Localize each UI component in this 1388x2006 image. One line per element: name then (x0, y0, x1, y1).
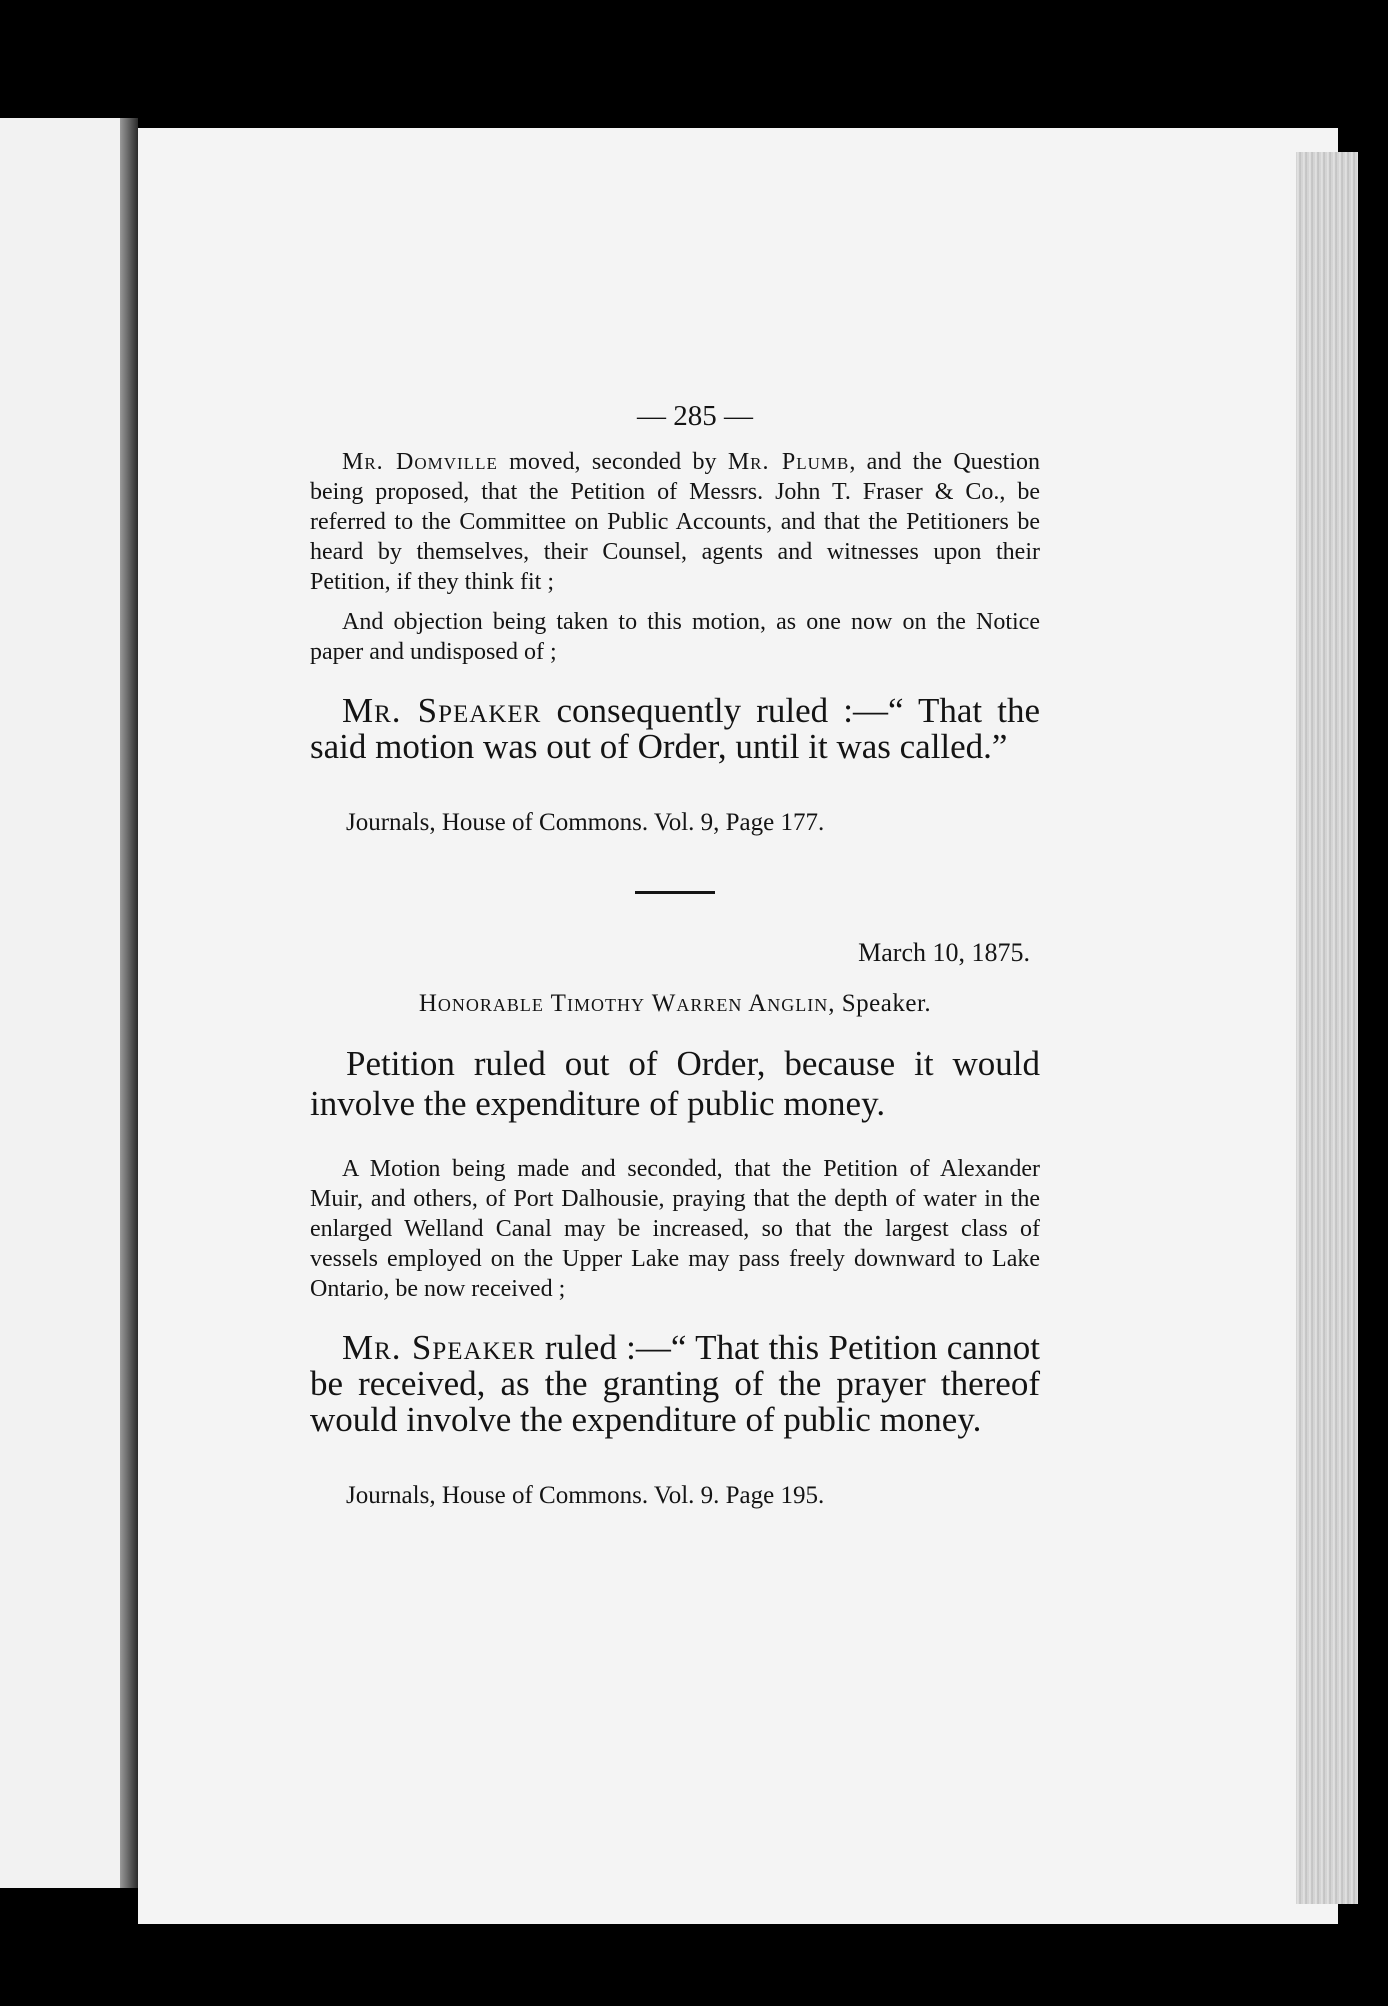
ruling-date: March 10, 1875. (858, 938, 1030, 967)
objection-paragraph: And objection being taken to this motion, as one now on the Notice paper and undisposed of ; (310, 609, 1040, 665)
speaker-ruling (310, 1330, 1040, 1438)
page-number: — 285 — (637, 400, 753, 432)
motion-text: moved, seconded by (497, 449, 728, 475)
speaker-ruling (310, 693, 1040, 765)
motion-paragraph: A Motion being made and seconded, that the Petition of Alexander Muir, and others, of Port Dalhousie, praying that the depth of water in the enlarged Welland Canal may be increased, so that the largest class of vessels employed on the Upper Lake may pass freely downward to Lake Ontario, be now received ; (310, 1156, 1040, 1302)
section-divider (635, 891, 715, 894)
journal-citation: Journals, House of Commons. Vol. 9, Page 177. (346, 809, 825, 836)
page-content (310, 400, 1040, 1510)
motion-text: , and the Question being proposed, that the Petition of Messrs. John T. Fraser & Co., be referred to the Committee on Public Accounts, and that the Petitioners be heard by themselves, their Counsel, agents and witnesses upon their Petition, if they think fit ; (310, 449, 1040, 595)
speaker-name: Honorable Timothy Warren Anglin (418, 990, 829, 1017)
ruling-heading: Petition ruled out of Order, because it would involve the expenditure of public money. (310, 1044, 1040, 1123)
page-edge-stack (1296, 152, 1358, 1904)
member-name: Mr. Domville (342, 449, 498, 475)
journal-citation: Journals, House of Commons. Vol. 9. Page 195. (346, 1482, 825, 1509)
motion-paragraph (310, 447, 1040, 597)
speaker-label: Mr. Speaker (342, 1328, 536, 1367)
left-page-margin (0, 118, 128, 1888)
binding-gutter (120, 118, 138, 1888)
speaker-label: Mr. Speaker (342, 691, 542, 730)
ruling-text: consequently ruled :—“ That the said motion was out of Order, until it was called.” (310, 691, 1040, 766)
member-name: Mr. Plumb (727, 449, 850, 475)
ruling-text: ruled :—“ That this Petition cannot be received, as the granting of the prayer thereof would involve the expenditure of public money. (310, 1328, 1040, 1439)
speaker-title: , Speaker. (828, 990, 932, 1017)
speaker-line (310, 990, 1040, 1018)
